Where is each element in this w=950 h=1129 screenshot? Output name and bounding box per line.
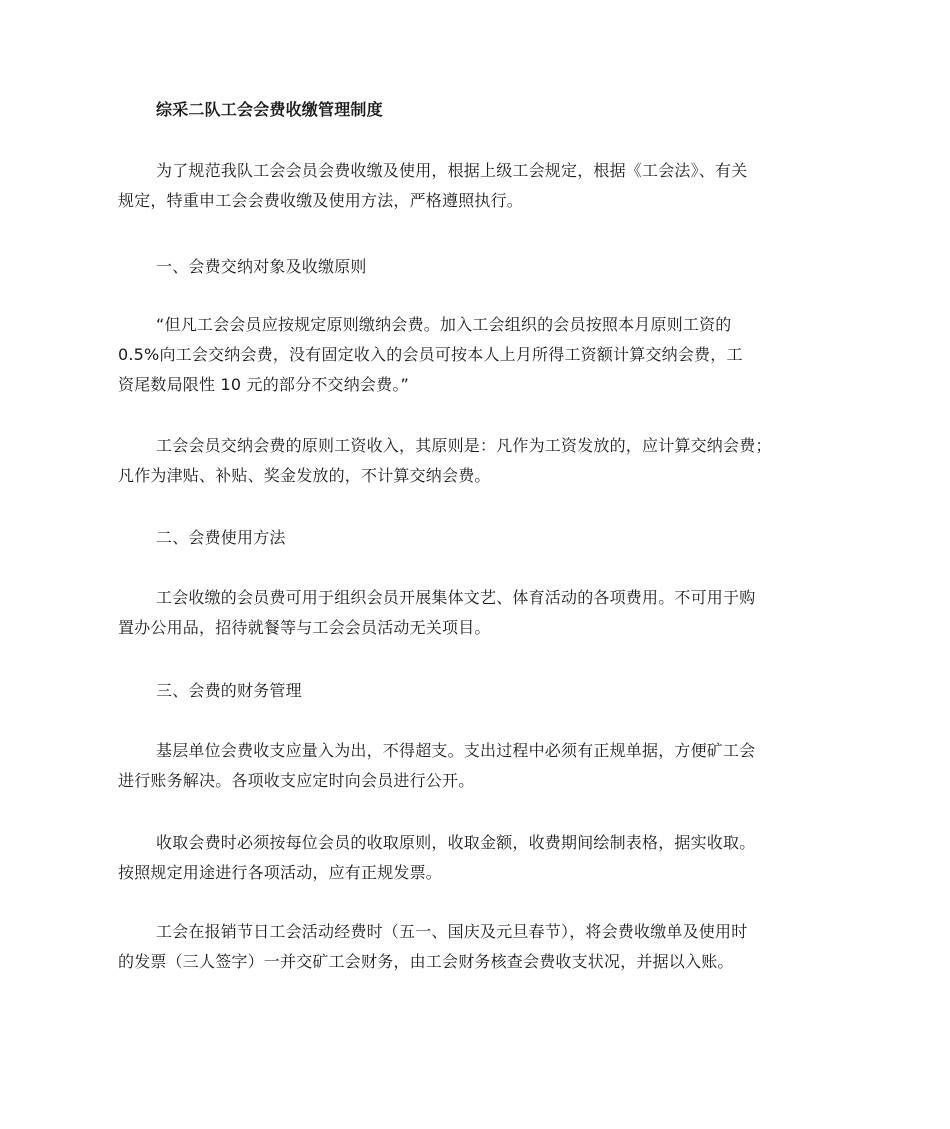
intro-paragraph [118,156,834,216]
paragraph-line: 凡作为津贴、补贴、奖金发放的，不计算交纳会费。 [118,466,491,485]
section2-paragraph-1 [118,583,834,643]
paragraph-line: 资尾数局限性 10 元的部分不交纳会费。” [118,375,410,394]
section-heading-3: 三、会费的财务管理 [156,681,302,700]
document-title: 综采二队工会会费收缴管理制度 [156,100,383,119]
paragraph-line: 基层单位会费收支应量入为出，不得超支。支出过程中必须有正规单据，方便矿工会 [156,741,756,760]
paragraph-line: 0.5%向工会交纳会费，没有固定收入的会员可按本人上月所得工资额计算交纳会费，工 [118,345,743,364]
paragraph-line: 工会在报销节日工会活动经费时（五一、国庆及元旦春节），将会费收缴单及使用时 [156,922,748,941]
section3-paragraph-3 [118,917,834,977]
section-heading-1: 一、会费交纳对象及收缴原则 [156,257,367,276]
section1-paragraph-2 [118,431,834,491]
section3-paragraph-2 [118,828,834,888]
paragraph-line: 进行账务解决。各项收支应定时向会员进行公开。 [118,771,475,790]
paragraph-line: 收取会费时必须按每位会员的收取原则，收取金额，收费期间绘制表格，据实收取。 [156,833,756,852]
paragraph-line: 工会收缴的会员费可用于组织会员开展集体文艺、体育活动的各项费用。不可用于购 [156,588,756,607]
paragraph-line: 置办公用品，招待就餐等与工会会员活动无关项目。 [118,618,491,637]
paragraph-line: 的发票（三人签字）一并交矿工会财务，由工会财务核查会费收支状况，并据以入账。 [118,952,734,971]
paragraph-line: 规定，特重申工会会费收缴及使用方法，严格遵照执行。 [118,191,524,210]
section3-paragraph-1 [118,736,834,796]
paragraph-line: 按照规定用途进行各项活动，应有正规发票。 [118,863,443,882]
paragraph-line: “但凡工会会员应按规定原则缴纳会费。加入工会组织的会员按照本月原则工资的 [156,315,732,334]
section1-paragraph-1 [118,310,834,400]
section-heading-2: 二、会费使用方法 [156,528,286,547]
paragraph-line: 工会会员交纳会费的原则工资收入，其原则是：凡作为工资发放的，应计算交纳会费； [156,436,772,455]
paragraph-line: 为了规范我队工会会员会费收缴及使用，根据上级工会规定，根据《工会法》、有关 [156,161,748,180]
